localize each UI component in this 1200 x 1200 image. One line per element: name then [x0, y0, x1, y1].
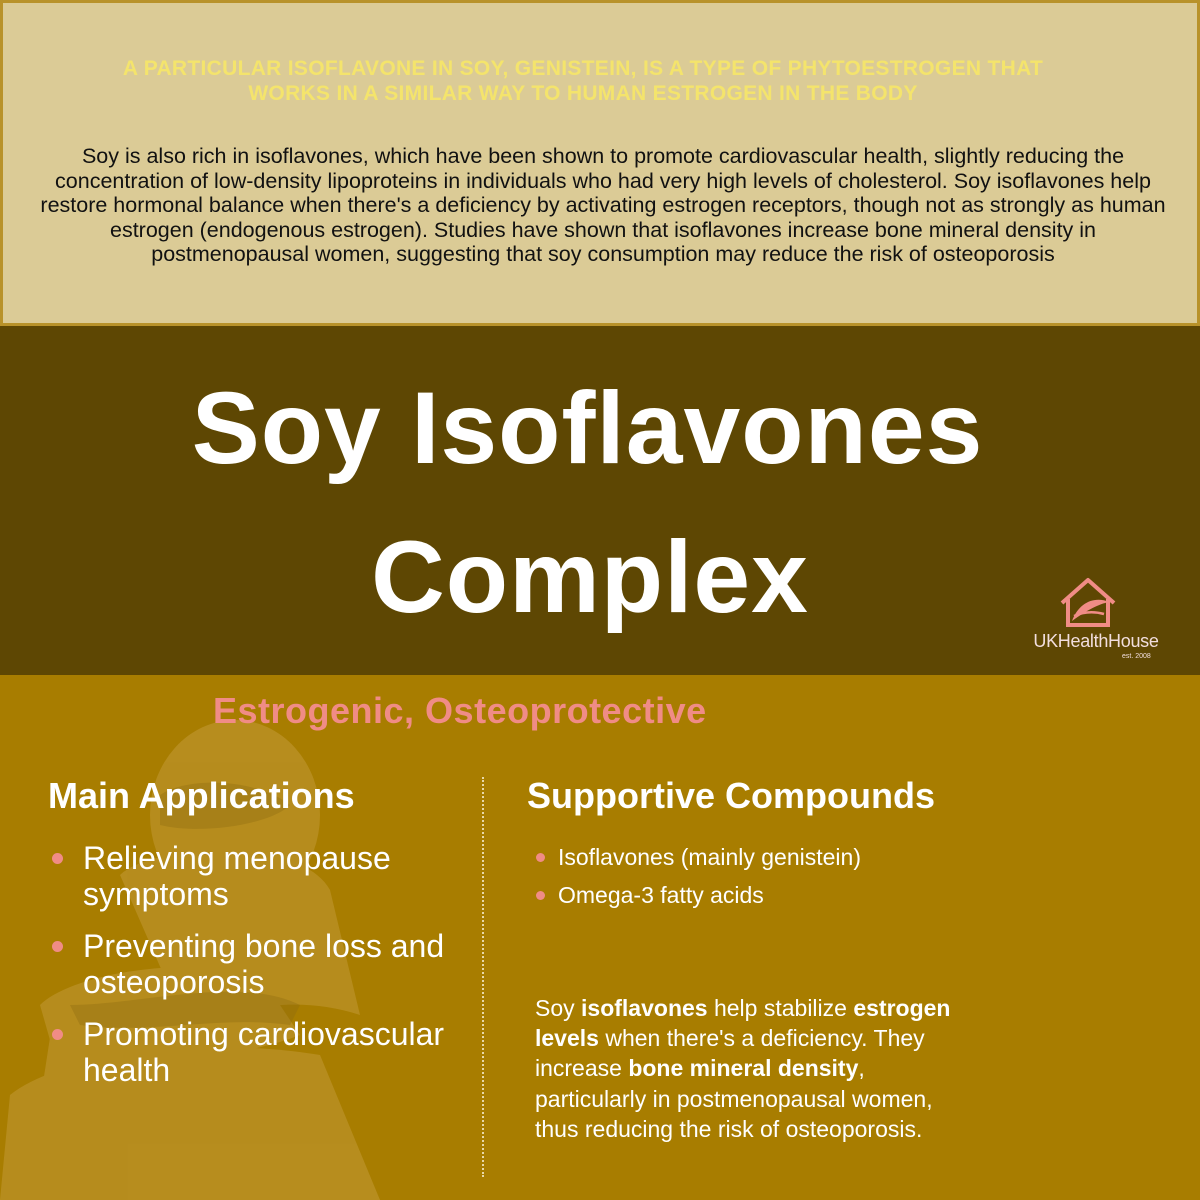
list-item — [535, 881, 1035, 910]
list-item — [50, 840, 470, 912]
summary-emphasis: bone mineral density — [628, 1055, 859, 1082]
main-applications-list — [50, 840, 470, 1104]
list-item-label: Promoting cardiovascular health — [83, 1016, 445, 1088]
summary-text: , particularly in postmenopausal women, thus reducing the risk of osteoporosis. — [535, 1055, 933, 1142]
supportive-compounds-list — [535, 843, 1035, 919]
bullet-icon — [52, 853, 63, 864]
summary-emphasis: estrogen levels — [535, 995, 951, 1052]
list-item — [50, 1016, 470, 1088]
summary-text: Soy — [535, 995, 582, 1021]
list-item-label: Preventing bone loss and osteoporosis — [83, 928, 445, 1000]
page-title-line-1: Soy Isoflavones — [191, 371, 984, 485]
list-item — [50, 928, 470, 1000]
column-divider — [482, 777, 484, 1177]
list-item-label: Relieving menopause symptoms — [83, 840, 391, 912]
summary-emphasis: isoflavones — [581, 995, 708, 1021]
brand-est: est. 2008 — [1122, 653, 1151, 660]
main-applications-heading: Main Applications — [48, 775, 355, 816]
summary-paragraph — [535, 993, 975, 1144]
brand-logo — [1012, 576, 1182, 666]
list-item — [535, 843, 1035, 872]
details-section — [0, 675, 1200, 1200]
benefits-subtitle: Estrogenic, Osteoprotective — [213, 690, 707, 731]
page-title-line-2: Complex — [371, 520, 809, 634]
bullet-icon — [52, 1029, 63, 1040]
info-panel — [0, 0, 1200, 326]
info-body: Soy is also rich in isoflavones, which have been shown to promote cardiovascular health, slightly reducing the concentration of low-density lipoproteins in individuals who had very high levels of cholesterol. Soy isoflavones help restore hormonal balance when there's a deficiency by activating estrogen receptors, though not as strongly as human estrogen (endogenous estrogen). Studies have shown that isoflavones increase bone mineral density in postmenopausal women, suggesting that soy consumption may reduce the risk of osteoporosis — [40, 144, 1166, 267]
bullet-icon — [536, 853, 545, 862]
info-heading: A PARTICULAR ISOFLAVONE IN SOY, GENISTEIN, IS A TYPE OF PHYTOESTROGEN THAT WORKS IN A SIMILAR WAY TO HUMAN ESTROGEN IN THE BODY — [122, 57, 1044, 105]
house-leaf-icon — [1057, 576, 1119, 628]
bullet-icon — [536, 891, 545, 900]
supportive-compounds-heading: Supportive Compounds — [527, 775, 935, 816]
bullet-icon — [52, 941, 63, 952]
summary-text: when there's a deficiency. They increase — [535, 1025, 925, 1082]
list-item-label: Omega-3 fatty acids — [558, 882, 764, 908]
list-item-label: Isoflavones (mainly genistein) — [558, 844, 861, 870]
brand-name: UKHealthHouse — [1033, 631, 1159, 651]
summary-text: help stabilize — [707, 995, 854, 1021]
